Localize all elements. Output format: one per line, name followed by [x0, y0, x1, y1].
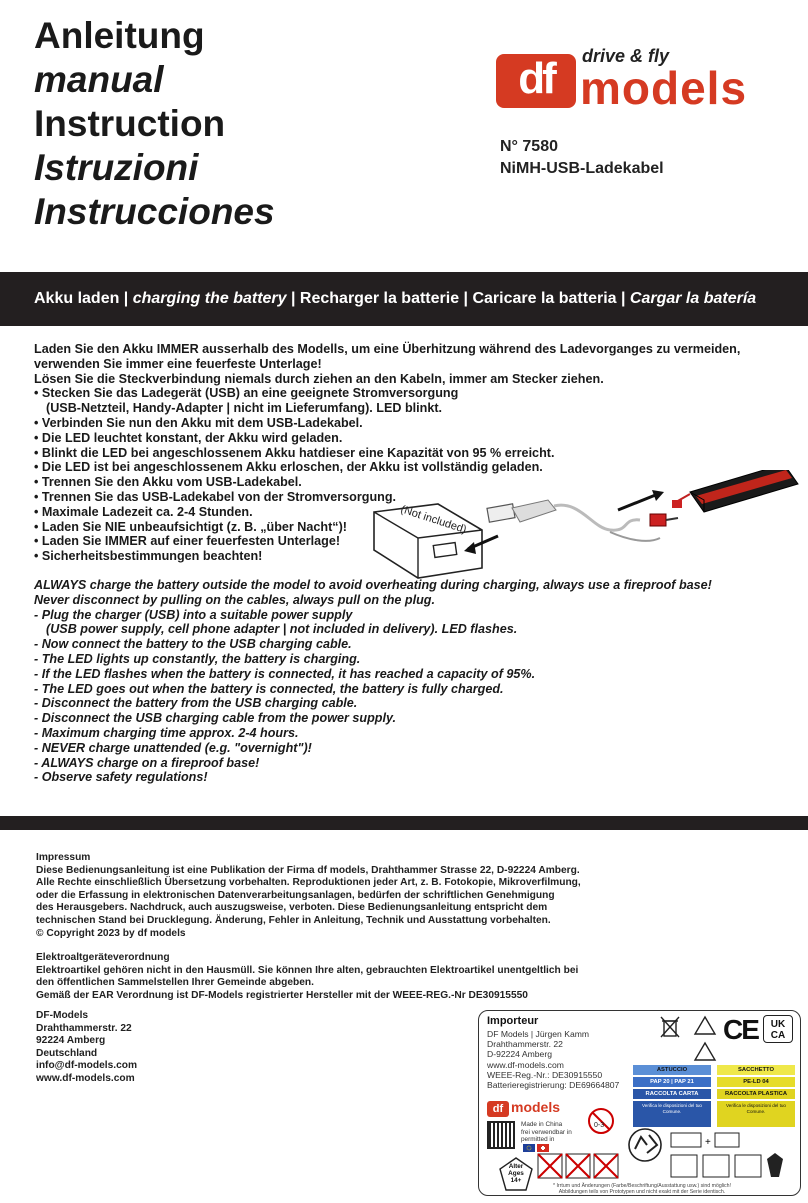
- logo-badge: df: [496, 54, 576, 108]
- text-line: • Die LED ist bei angeschlossenem Akku erloschen, der Akku ist vollständig geladen.: [34, 460, 543, 475]
- text-line: DF-Models: [36, 1010, 89, 1021]
- recycle-pap-icon: [693, 1015, 717, 1039]
- text-line: - Observe safety regulations!: [34, 770, 208, 785]
- text-line: - NEVER charge unattended (e.g. "overnight")!: [34, 740, 312, 755]
- importer-box: [478, 1010, 801, 1196]
- text-line: den öffentlichen Sammelstellen Ihrer Gemeinde abgeben.: [36, 977, 314, 989]
- text-line: • Verbinden Sie nun den Akku mit dem USB-Ladekabel.: [34, 415, 363, 430]
- text-line: Elektroaltgeräteverordnung: [36, 952, 170, 963]
- text-line: - ALWAYS charge on a fireproof base!: [34, 755, 260, 770]
- band-part-de: Akku laden |: [34, 290, 133, 307]
- product-name: NiMH-USB-Ladekabel: [500, 160, 664, 177]
- text-line: www.df-models.com: [36, 1072, 135, 1084]
- text-line: - The LED lights up constantly, the battery is charging.: [34, 651, 361, 666]
- text-line: ALWAYS charge the battery outside the model to avoid overheating during charging, always use a fireproof base!: [34, 578, 712, 592]
- weee-block: [36, 952, 578, 1002]
- trash-bag-icon: [767, 1153, 783, 1177]
- band-part-fr-it: | Recharger la batterie | Caricare la batteria |: [286, 290, 630, 307]
- text-line: frei verwendbar in: [521, 1128, 572, 1136]
- ch-flag-icon: [537, 1144, 549, 1152]
- address-block: [36, 1010, 137, 1086]
- battery-pack-icon: [672, 470, 798, 512]
- title-fr: Instruction: [34, 103, 226, 144]
- trash-bin-crossed-icon: [659, 1015, 681, 1039]
- text-line: www.df-models.com: [487, 1059, 564, 1070]
- text-line: D-92224 Amberg: [487, 1049, 552, 1060]
- ce-mark: CE: [723, 1014, 758, 1045]
- charging-illustration: [360, 470, 800, 590]
- impressum-block: [36, 852, 581, 940]
- svg-text:+: +: [705, 1137, 711, 1148]
- text-line: Elektroartikel gehören nicht in den Hausmüll. Sie können Ihre alten, gebrauchten Elektroartikel unentgeltlich bei: [36, 964, 579, 976]
- recycling-note: Verifica le disposizioni del tuo Comune.: [633, 1101, 711, 1127]
- text-line: - Maximum charging time approx. 2-4 hours.: [34, 725, 299, 740]
- ukca-line-2: CA: [770, 1030, 786, 1041]
- footer-bar: [0, 816, 808, 830]
- text-line: Never disconnect by pulling on the cables, always pull on the plug.: [34, 592, 435, 607]
- recycling-label: RACCOLTA PLASTICA: [717, 1089, 795, 1099]
- text-line: verwenden Sie immer eine feuerfeste Unterlage!: [34, 356, 322, 371]
- prohibited-pictograms: [537, 1153, 621, 1179]
- text-line: Impressum: [36, 852, 91, 863]
- text-line: • Laden Sie IMMER auf einer feuerfesten Unterlage!: [34, 534, 341, 549]
- text-line: - Plug the charger (USB) into a suitable power supply: [34, 607, 353, 622]
- text-line: info@df-models.com: [36, 1060, 138, 1072]
- box-icon: [671, 1133, 701, 1147]
- text-line: * Irrtum und Änderungen (Farbe/Beschriftung/Ausstattung usw.) sind möglich!: [553, 1183, 731, 1189]
- importer-footnote: [483, 1183, 801, 1195]
- text-line: Drahthammerstr. 22: [36, 1022, 132, 1034]
- text-line: Alle Rechte einschließlich Übersetzung vorbehalten. Reproduktionen jeder Art, z. B. Fotokopie, Mikroverfilmung,: [36, 877, 581, 889]
- qr-code-icon: [487, 1121, 515, 1149]
- text-line: Drahthammerstr. 22: [487, 1039, 563, 1050]
- text-line: - Disconnect the USB charging cable from the power supply.: [34, 711, 397, 726]
- text-line: Abbildungen teils von Prototypen und nicht exakt mit der Serie identisch.: [558, 1189, 726, 1195]
- text-line: (USB power supply, cell phone adapter | not included in delivery). LED flashes.: [46, 622, 518, 637]
- no-fire-icon: [566, 1154, 590, 1178]
- text-line: Deutschland: [36, 1047, 98, 1059]
- product-info: [500, 136, 664, 180]
- text-line: Diese Bedienungsanleitung ist eine Publikation der Firma df models, Drahthammer Strasse 22, D-92224 Amberg.: [36, 864, 580, 876]
- importer-logo-brand: models: [511, 1099, 561, 1115]
- text-line: permitted in: [521, 1136, 555, 1144]
- text-line: • Laden Sie NIE unbeaufsichtigt (z. B. „über Nacht“)!: [34, 519, 347, 534]
- bag-icon: [715, 1133, 739, 1147]
- text-line: - If the LED flashes when the battery is connected, it has reached a capacity of 95%.: [34, 666, 536, 681]
- eu-flag-icon: [523, 1144, 535, 1152]
- recycle-pe-icon: [693, 1041, 717, 1065]
- bin-paper-icon: [671, 1155, 697, 1177]
- importer-logo: [487, 1101, 567, 1117]
- band-part-en: charging the battery: [132, 290, 287, 307]
- age-label: [499, 1163, 533, 1184]
- importer-logo-badge: df: [487, 1101, 509, 1117]
- title-de: Anleitung: [34, 15, 205, 56]
- text-line: Ages: [508, 1170, 524, 1177]
- band-part-es: Cargar la batería: [629, 290, 757, 307]
- recycling-box-plastic: [717, 1065, 795, 1127]
- text-line: Batterieregistrierung: DE69664807: [487, 1080, 620, 1091]
- bin-plastic-icon: [703, 1155, 729, 1177]
- text-line: des Herausgebers. Nachdruck, auch auszugsweise, verboten. Diese Bedienungsanleitung entspricht dem: [36, 902, 548, 914]
- text-line: • Stecken Sie das Ladegerät (USB) an eine geeignete Stromversorgung: [34, 386, 459, 401]
- text-line: - The LED goes out when the battery is connected, the battery is fully charged.: [34, 681, 504, 696]
- text-line: 14+: [510, 1177, 522, 1184]
- not-included-label: (Not included): [399, 503, 468, 537]
- title-it: Istruzioni: [34, 147, 199, 188]
- text-line: • Blinkt die LED bei angeschlossenem Akku hatdieser eine Kapazität von 95 % erreicht.: [34, 445, 555, 460]
- section-band: [0, 272, 808, 326]
- english-instructions: [34, 578, 754, 785]
- text-line: WEEE-Reg.-Nr.: DE30915550: [487, 1069, 603, 1080]
- age-warning-icon: [587, 1107, 615, 1135]
- text-line: 92224 Amberg: [36, 1035, 106, 1047]
- text-line: - Disconnect the battery from the USB charging cable.: [34, 696, 358, 711]
- text-line: • Die LED leuchtet konstant, der Akku wird geladen.: [34, 430, 343, 445]
- text-line: Alter: [508, 1163, 524, 1170]
- recycling-label: RACCOLTA CARTA: [633, 1089, 711, 1099]
- importer-address: [487, 1029, 619, 1090]
- made-in-text: [521, 1121, 572, 1144]
- ukca-line-1: UK: [770, 1019, 786, 1030]
- arrow-to-battery-icon: [618, 490, 664, 510]
- text-line: DF Models | Jürgen Kamm: [487, 1029, 590, 1039]
- text-line: Gemäß der EAR Verordnung ist DF-Models registrierter Hersteller mit der WEEE-REG.-Nr DE30915550: [36, 989, 528, 1001]
- recycling-box-paper: [633, 1065, 711, 1127]
- no-heat-icon: [594, 1154, 618, 1178]
- text-line: Made in China: [521, 1121, 563, 1128]
- text-line: • Maximale Ladezeit ca. 2-4 Stunden.: [34, 504, 253, 519]
- recycling-head: SACCHETTO: [717, 1065, 795, 1075]
- tamiya-connector-icon: [650, 514, 678, 526]
- text-line: • Trennen Sie den Akku vom USB-Ladekabel.: [34, 475, 302, 490]
- text-line: • Sicherheitsbestimmungen beachten!: [34, 549, 263, 564]
- no-water-icon: [538, 1154, 562, 1178]
- text-line: © Copyright 2023 by df models: [36, 927, 186, 939]
- importer-title: Importeur: [487, 1015, 539, 1027]
- recycle-arrows-icon: [629, 1129, 661, 1161]
- recycling-note: Verifica le disposizioni del tuo Comune.: [717, 1101, 795, 1127]
- title-en: manual: [34, 59, 164, 100]
- bin-general-icon: [735, 1155, 761, 1177]
- recycling-code: PAP 20 | PAP 21: [633, 1077, 711, 1087]
- usb-plug-icon: [487, 500, 660, 541]
- text-line: • Trennen Sie das USB-Ladekabel von der Stromversorgung.: [34, 489, 397, 504]
- text-line: Lösen Sie die Steckverbindung niemals durch ziehen an den Kabeln, immer am Stecker ziehen.: [34, 371, 604, 386]
- product-number: N° 7580: [500, 138, 558, 155]
- text-line: - Now connect the battery to the USB charging cable.: [34, 637, 352, 652]
- logo-brand: models: [580, 62, 748, 114]
- ukca-mark: [763, 1015, 793, 1043]
- title-block: [34, 14, 275, 234]
- recycling-head: ASTUCCIO: [633, 1065, 711, 1075]
- sorting-pictogram: [625, 1123, 797, 1181]
- text-line: technischen Stand bei Drucklegung. Änderung, Fehler in Anleitung, Technik und Ausstattung vorbehalten.: [36, 914, 551, 926]
- logo-tagline: drive & fly: [582, 46, 670, 66]
- brand-logo: [496, 46, 796, 116]
- text-line: oder die Erfassung in elektronischen Datenverarbeitungsanlagen, bedürfen der schriftlichen Genehmigung: [36, 889, 555, 901]
- svg-text:0-3: 0-3: [594, 1122, 605, 1129]
- title-es: Instrucciones: [34, 191, 275, 232]
- text-line: Laden Sie den Akku IMMER ausserhalb des Modells, um eine Überhitzung während des Ladevorganges zu vermeiden,: [34, 342, 741, 356]
- recycling-code: PE-LD 04: [717, 1077, 795, 1087]
- text-line: (USB-Netzteil, Handy-Adapter | nicht im Lieferumfang). LED blinkt.: [46, 401, 443, 416]
